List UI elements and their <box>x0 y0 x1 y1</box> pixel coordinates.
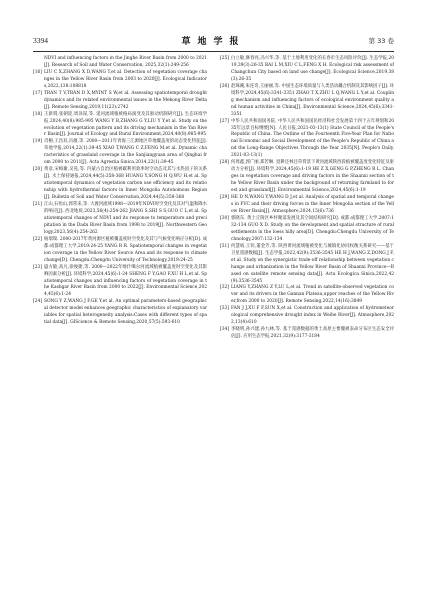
reference-text: SONG Y Z,WANG J F,GE Y,et al. An optimal parameters-based geographical detector model enhances geographic characteristics of explanatory variables for spatial heterogeneity analysis:Cases with different types of spatial data[J]. GIScience & Remote Sensing,2020,57(5):593-610 <box>44 299 207 326</box>
reference-text: 何慧娟,王钊,董金芳,等. 陕西黄河流域植被变化与城镇化协同权衡关系研究——基于卫星遥感数据[J]. 生态学报,2022,42(9):3536-3545 HE H J,WANG Z,DONG J F,et al. Study on the synergistic trade-off relationship between vegetation change and urbanization in the Yellow River Basin of Shaanxi Province—Based on satellite remote sensing data[J]. Acta Ecologica Sinica,2022,42(9):3536-3545 <box>231 243 394 284</box>
reference-entry <box>220 327 394 341</box>
reference-text: 黄彦,宋梅谢,吴晃,等. 内蒙古自治区植被碳利用效率时空动态及其与水热因子的关系[J]. 水土保持通报,2024,44(5):358-368 HUANG Y,SONG H Q,WU H,et al. Spatiotemporal dynamics of vegetation carbon use efficiency and its relationship with hydrothermal factors in Inner Mongolia Autonomous Region[J]. Bulletin of Soil and Water Conservation,2024,44(5):358-368 <box>44 167 207 201</box>
reference-text: 王新谓,张朝迎,周泽谋,等. 延河流域植被格局演变及其驱动机制研究[J]. 生态环境学报,2024,40(8):985-995 WANG Y B,ZHANG G Y,LIU Y Y,et al. Study on the evolution of vegetation pattern and its driving mechanism in the Yan River Basin[J]. Journal of Ecology and Rural Environment,2024,40(8):985-995 <box>44 111 207 138</box>
reference-entry <box>220 119 394 161</box>
reference-entry <box>33 237 207 265</box>
reference-text: FAN J J,XU F F,SUN X,et al. Construction and application of hydrometeorological comprehensive drought index in Weihe River[J]. Atmosphere,2022,13(4):610 <box>231 306 394 326</box>
reference-text: 白立敏,修春亮,冯兴华,等. 基于土地利用变化的长春市生态风险评价[J]. 生态学报,2019,39(3):26-35 BAI L M,XIU C L,FENG X H. Ecological risk assessment of Changchun City based on land use change[J]. Ecological Science,2019,38(3):26-35 <box>231 56 394 82</box>
reference-text: HE D N,WANG Y,WANG D J,et al. Analysis of spatial and temporal changes in FVC and their driving forces in the Inner Mongolia section of the Yellow River Basin[J]. Atmosphere,2024,15(6):736 <box>231 195 394 214</box>
journal-title: 草地学报 <box>181 37 246 47</box>
reference-number: [24] <box>33 299 42 305</box>
reference-number: [31] <box>220 243 229 249</box>
reference-text: 中华人民共和国国务院. 中华人民共和国国民经济和社会发展第十四个五年规划和2035年远景目标纲要[N]. 人民日报,2021-03-13(1) State Council of the People's Republic of China. The Outline of the Fourteenth Five-Year Plan for National Economic and Social Development of the People's Republic of China and the Long-Range Objectives Through the Year 2035[N]. People's Daily,2021-03-13(1) <box>231 118 394 159</box>
reference-entry <box>33 139 207 167</box>
running-header <box>33 36 394 50</box>
reference-text: NDVI and influencing factors in the Jinghe River Basin from 2000 to 2021[J]. Research of Soil and Water Conservation, 2025,32(1):249-256 <box>44 56 207 68</box>
reference-entry <box>220 195 394 216</box>
reference-number: [18] <box>33 111 42 117</box>
reference-entry <box>33 91 207 112</box>
reference-entry <box>220 285 394 306</box>
header-rule <box>33 51 394 52</box>
reference-text: 杨瑞瑞. 2000-2017年黄河源区植被覆盖度时空变化及其与气候变化响应分析[D]. 成都:成都理工大学,2019:24-25 YANG R R. Spatiotemporal changes in vegetation coverage in the Yellow River Source Area and its response to climate change[D]. Chengdu:Chengdu University of Technology,2019:24-25 <box>44 236 207 263</box>
reference-entry <box>33 56 207 70</box>
reference-text: 盛方敏,高凡,徐俊捷,等. 2000—2022年喀什噶尔河流域植被覆盖度时空变化及其影响因素分析[J]. 环境科学,2024,45(6):1-24 SHENG F Y,GAO F,XU H L,et al. Spatiotemporal changes and influencing factors of vegetation coverage in the Kashgar River Basin from 2000 to 2022[J]. Environmental Science,2024,45(6):1-24 <box>44 264 207 298</box>
reference-number: [30] <box>220 215 229 221</box>
reference-number: [22] <box>33 236 42 242</box>
reference-entry <box>33 70 207 91</box>
reference-entry <box>220 216 394 244</box>
reference-entry <box>220 306 394 327</box>
reference-text: 赵珠溪,朱连奇,王丽丽,等. 中国生态环境质量与人类活动耦合机制及其影响因子[J]. 环境科学,2024,45(6):3341-3351 ZHAO T X,ZHU L Q,WANG L Y,et al. Coupling mechanism and influencing factors of ecological environment quality and human activities in China[J]. Environmental Science,2024,45(6):3341-3351 <box>231 83 394 117</box>
reference-number: [19] <box>33 139 42 145</box>
reference-entry <box>33 167 207 202</box>
reference-number: [20] <box>33 167 42 173</box>
reference-number: [17] <box>33 90 42 96</box>
page-number: 3394 <box>33 36 48 45</box>
reference-text: LIANG Y,ZHANG Z Y,LU L,et al. Trend in satellite-observed vegetation cover and its drivers in the Gannan Plateau,upper reaches of the Yellow River,from 2000 to 2020[J]. Remote Sensing,2022,14(16):3849 <box>231 285 394 305</box>
reference-entry <box>220 244 394 286</box>
reference-text: 李晓明,孙兴建,孙九林,等. 基于遥感数据的黄土高原主要覆被表命分布区生态安全评估[J]. 应用生态学报,2021,32(9):3177-3184 <box>231 327 394 340</box>
reference-text: 何周鑫,郭广丽,郑若琳. 退耕还林还草背景下黄河流域陕西段植被覆盖度变化特征及驱动力分析[J]. 环境科学,2024,45(6):1-19 HE Z X,GENG G P,ZHENG R L. Changes in vegetation coverage and driving factors in the Shaanxi section of the Yellow River Basin under the background of returning farmland to forest and grassland[J]. Environmental Science,2024,45(6):1-19 <box>231 160 394 194</box>
reference-entry <box>220 160 394 195</box>
reference-number: [23] <box>33 264 42 270</box>
reference-column-right <box>220 56 394 341</box>
reference-number: [28] <box>220 160 229 166</box>
reference-entry <box>33 112 207 140</box>
reference-number: [33] <box>220 306 229 312</box>
reference-number: [29] <box>220 195 229 201</box>
reference-number: [32] <box>220 285 229 291</box>
reference-number: [16] <box>33 69 42 75</box>
reference-number: [25] <box>220 56 229 61</box>
reference-text: LIU C X,ZHANG X D,WANG T,et al. Detection of vegetation coverage changes in the Yellow River Basin from 2003 to 2020[J]. Ecological Indicators,2022,138:108818 <box>44 69 207 89</box>
reference-text: TRAN T V,TRAN D X,MYINT S W,et al. Assessing spatiotemporal drought dynamics and its related environmental issues in the Mekong River Delta[J]. Remote Sensing,2019,11(23):2742 <box>44 90 207 110</box>
reference-entry <box>220 84 394 119</box>
reference-number: [26] <box>220 83 229 89</box>
reference-number: [21] <box>33 202 42 208</box>
reference-entry <box>33 265 207 300</box>
reference-entry <box>33 202 207 237</box>
reference-text: 江山,石恒山,郭常来,等. 大渡河流域1998—2019年NDVI时空变化及其对气温和降水的响应[J]. 西北地质,2023,56(4):254-262 JIANG S,SHI S S,GUO C L,et al. Spatiotemporal changes of NDVI and its response to temperature and precipitation in the Dadu River Basin from 1998 to 2019[J]. Northwestern Geology,2023,56(4):254-262 <box>44 202 207 235</box>
reference-text: 肖桐,王昌双,冯敏,等. 2000—2011年青海三江源地区草地覆盖度的动态变化特征[J]. 草地学报,2014,22(1):39-45 XIAO T,WANG C Z,FENG M,et al. Dynamic characteristics of grassland coverage in the Sanjiangyuan area of Qinghai from 2000 to 2011[J]. Acta Agrestia Sinica,2014,22(1):39-45 <box>44 139 207 166</box>
reference-entry <box>220 56 394 84</box>
reference-entry <box>33 299 207 327</box>
reference-column-left <box>33 56 207 327</box>
reference-number: [27] <box>220 118 229 124</box>
reference-text: 郭晓东. 黄土丘陵区乡村聚落发展及其空间结构研究[D]. 成都:成都理工大学,2007:132-134 GUO X D. Study on the development and spatial structure of rural settlements in the loess hilly area[D]. Chengdu:Chengdu University of Technology,2007:132-134 <box>231 215 394 242</box>
reference-number: [34] <box>220 327 229 333</box>
volume-label: 第 33 卷 <box>368 37 394 45</box>
